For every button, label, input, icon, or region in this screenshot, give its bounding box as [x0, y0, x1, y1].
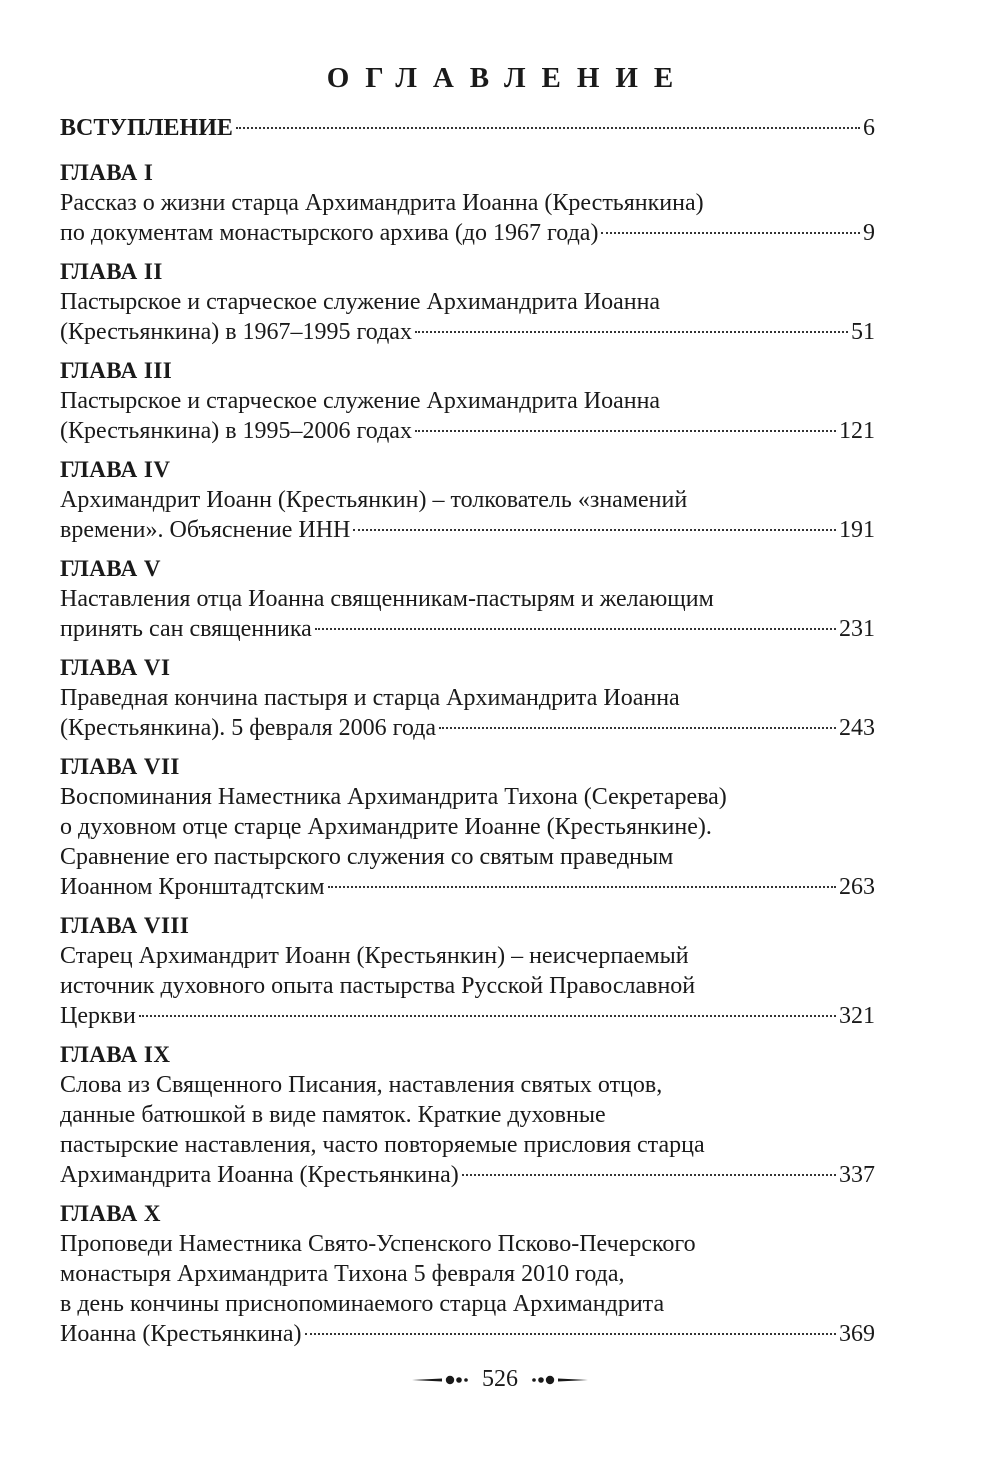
chapter-title-text: Иоанна (Крестьянкина) [60, 1321, 302, 1347]
dot-leader [415, 331, 848, 333]
chapter-title-line: Рассказ о жизни старца Архимандрита Иоанна (Крестьянкина) [60, 190, 704, 216]
chapter-page: 337 [839, 1162, 875, 1188]
dot-leader [439, 727, 836, 729]
chapter-title-last-line [60, 872, 875, 902]
chapter-title-line: Пастырское и старческое служение Архимандрита Иоанна [60, 388, 661, 414]
chapter-title-last-line [60, 416, 875, 446]
intro-label: ВСТУПЛЕНИЕ [60, 115, 233, 141]
chapter-title-line: Праведная кончина пастыря и старца Архимандрита Иоанна [60, 685, 680, 711]
chapter-title-line: Сравнение его пастырского служения со святым праведным [60, 844, 674, 870]
chapter-heading: ГЛАВА VII [60, 754, 180, 779]
chapter-title-text: (Крестьянкина) в 1967–1995 годах [60, 319, 412, 345]
chapter-title-line: монастыря Архимандрита Тихона 5 февраля 2010 года, [60, 1261, 625, 1287]
chapter-page: 263 [839, 874, 875, 900]
right-ornament-icon [530, 1373, 588, 1387]
toc-entry-chapter[interactable] [60, 455, 875, 545]
dot-leader [315, 628, 836, 630]
chapter-title-text: по документам монастырского архива (до 1967 года) [60, 220, 599, 246]
toc-entry-chapter[interactable] [60, 356, 875, 446]
chapter-title-text: Архимандрита Иоанна (Крестьянкина) [60, 1162, 459, 1188]
dot-leader [328, 886, 836, 888]
intro-page: 6 [863, 115, 875, 141]
chapter-title-last-line [60, 1001, 875, 1031]
toc-entry-chapter[interactable] [60, 257, 875, 347]
left-ornament-icon [412, 1373, 470, 1387]
toc-entry-chapter[interactable] [60, 752, 875, 902]
toc-entry-chapter[interactable] [60, 554, 875, 644]
page-number: 526 [482, 1366, 518, 1392]
chapter-title-line: источник духовного опыта пастырства Русской Православной [60, 973, 696, 999]
chapter-title-line: Архимандрит Иоанн (Крестьянкин) – толкователь «знамений [60, 487, 688, 513]
chapter-title-line: Пастырское и старческое служение Архимандрита Иоанна [60, 289, 661, 315]
chapter-heading: ГЛАВА VIII [60, 913, 190, 938]
toc-entry-chapter[interactable] [60, 1040, 875, 1190]
chapter-page: 243 [839, 715, 875, 741]
chapter-title-line: Проповеди Наместника Свято-Успенского Псково-Печерского [60, 1231, 696, 1257]
chapter-page: 9 [863, 220, 875, 246]
dot-leader [236, 127, 860, 129]
chapter-title-last-line [60, 218, 875, 248]
dot-leader [415, 430, 836, 432]
chapter-title-text: (Крестьянкина) в 1995–2006 годах [60, 418, 412, 444]
chapter-title-text: принять сан священника [60, 616, 312, 642]
chapter-title-line: Старец Архимандрит Иоанн (Крестьянкин) – неисчерпаемый [60, 943, 689, 969]
toc-entry-chapter[interactable] [60, 653, 875, 743]
toc-entry-chapter[interactable] [60, 911, 875, 1031]
chapter-title-last-line [60, 1319, 875, 1349]
chapter-heading: ГЛАВА X [60, 1201, 161, 1226]
table-of-contents [60, 112, 875, 1358]
chapter-heading: ГЛАВА I [60, 160, 154, 185]
chapter-title-last-line [60, 515, 875, 545]
chapter-title-last-line [60, 713, 875, 743]
dot-leader [601, 232, 860, 234]
chapter-heading: ГЛАВА IV [60, 457, 171, 482]
chapter-page: 191 [839, 517, 875, 543]
toc-entry-intro[interactable] [60, 112, 875, 144]
chapter-heading: ГЛАВА III [60, 358, 173, 383]
dot-leader [353, 529, 836, 531]
chapter-page: 369 [839, 1321, 875, 1347]
chapter-title-line: Наставления отца Иоанна священникам-пастырям и желающим [60, 586, 714, 612]
chapter-title-line: Воспоминания Наместника Архимандрита Тихона (Секретарева) [60, 784, 727, 810]
chapter-page: 121 [839, 418, 875, 444]
chapter-page: 51 [851, 319, 875, 345]
toc-entry-chapter[interactable] [60, 1199, 875, 1349]
chapter-heading: ГЛАВА IX [60, 1042, 171, 1067]
dot-leader [139, 1015, 836, 1017]
chapter-title-last-line [60, 614, 875, 644]
chapter-title-text: Иоанном Кронштадтским [60, 874, 325, 900]
chapter-title-last-line [60, 317, 875, 347]
chapter-page: 321 [839, 1003, 875, 1029]
page-title: ОГЛАВЛЕНИЕ [326, 62, 690, 94]
dot-leader [305, 1333, 836, 1335]
chapter-title-line: данные батюшкой в виде памяток. Краткие духовные [60, 1102, 606, 1128]
chapter-title-last-line [60, 1160, 875, 1190]
chapter-heading: ГЛАВА VI [60, 655, 171, 680]
chapter-title-line: о духовном отце старце Архимандрите Иоанне (Крестьянкине). [60, 814, 712, 840]
chapter-heading: ГЛАВА II [60, 259, 163, 284]
chapter-heading: ГЛАВА V [60, 556, 161, 581]
dot-leader [462, 1174, 836, 1176]
chapter-page: 231 [839, 616, 875, 642]
page-footer [0, 1366, 1000, 1393]
chapter-list [60, 158, 875, 1349]
chapter-title-text: времени». Объяснение ИНН [60, 517, 351, 543]
chapter-title-line: в день кончины приснопоминаемого старца Архимандрита [60, 1291, 665, 1317]
chapter-title-line: пастырские наставления, часто повторяемые присловия старца [60, 1132, 705, 1158]
chapter-title-line: Слова из Священного Писания, наставления святых отцов, [60, 1072, 663, 1098]
chapter-title-text: (Крестьянкина). 5 февраля 2006 года [60, 715, 437, 741]
chapter-title-text: Церкви [60, 1003, 136, 1029]
toc-entry-chapter[interactable] [60, 158, 875, 248]
